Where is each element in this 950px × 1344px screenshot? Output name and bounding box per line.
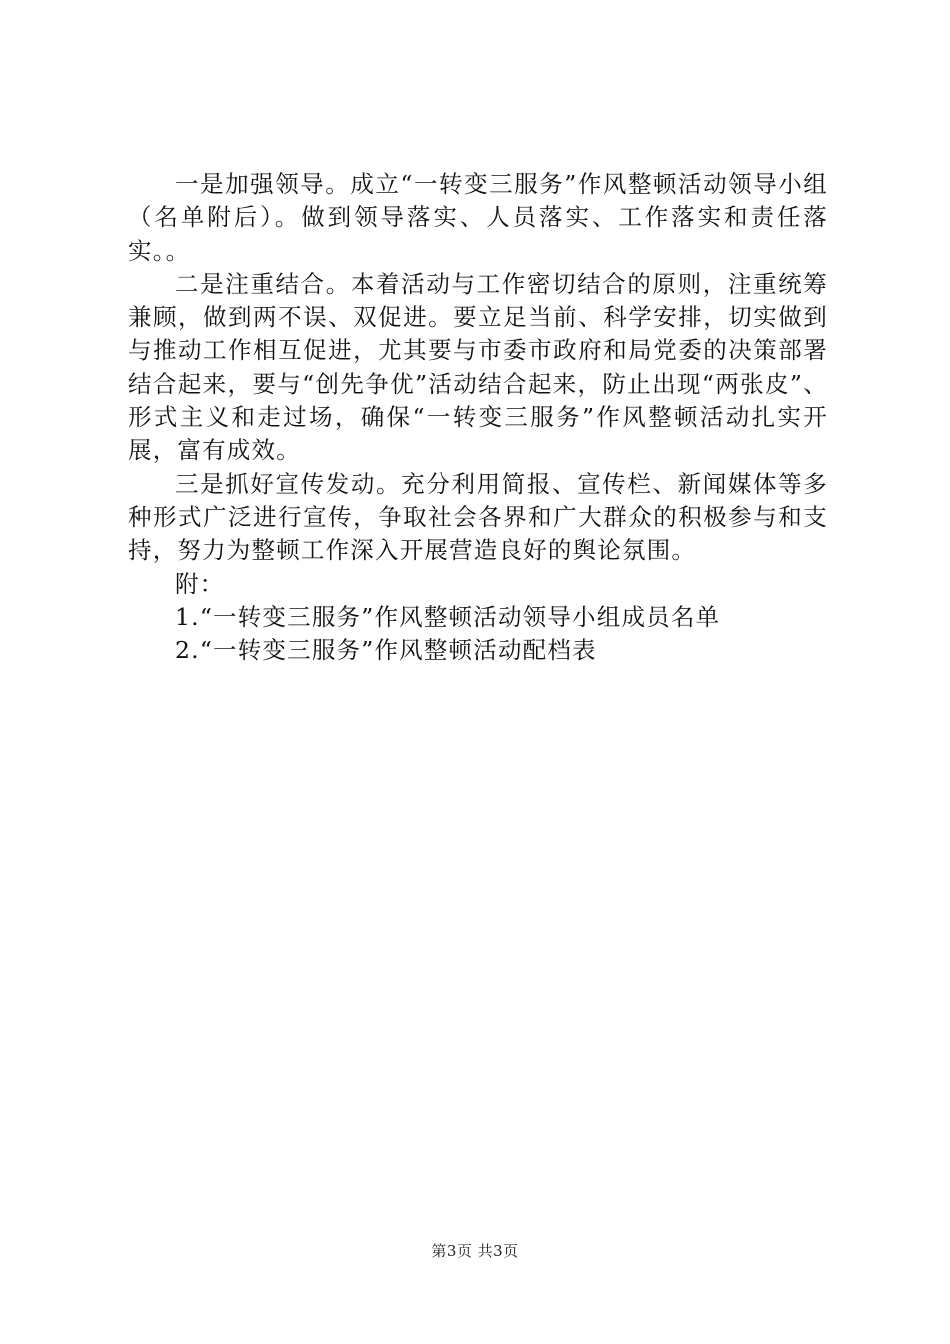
attachment-item-2: 2.“一转变三服务”作风整顿活动配档表: [175, 636, 597, 665]
paragraph-publicity: 三是抓好宣传发动。充分利用简报、宣传栏、新闻媒体等多种形式广泛进行宣传，争取社会各界和广大群众的积极参与和支持，努力为整顿工作深入开展营造良好的舆论氛围。: [128, 469, 828, 565]
attachment-item-1: 1.“一转变三服务”作风整顿活动领导小组成员名单: [175, 602, 721, 631]
paragraph-integration: 二是注重结合。本着活动与工作密切结合的原则，注重统筹兼顾，做到两不误、双促进。要立足当前、科学安排，切实做到与推动工作相互促进，尤其要与市委市政府和局党委的决策部署结合起来，要与“创先争优”活动结合起来，防止出现“两张皮”、形式主义和走过场，确保“一转变三服务”作风整顿活动扎实开展，富有成效。: [128, 269, 828, 465]
document-body: [128, 168, 828, 667]
page-footer: 第3页 共3页: [431, 1242, 519, 1260]
paragraph-leadership: 一是加强领导。成立“一转变三服务”作风整顿活动领导小组（名单附后）。做到领导落实、人员落实、工作落实和责任落实。。: [128, 170, 828, 265]
attachment-heading: 附：: [175, 569, 225, 598]
